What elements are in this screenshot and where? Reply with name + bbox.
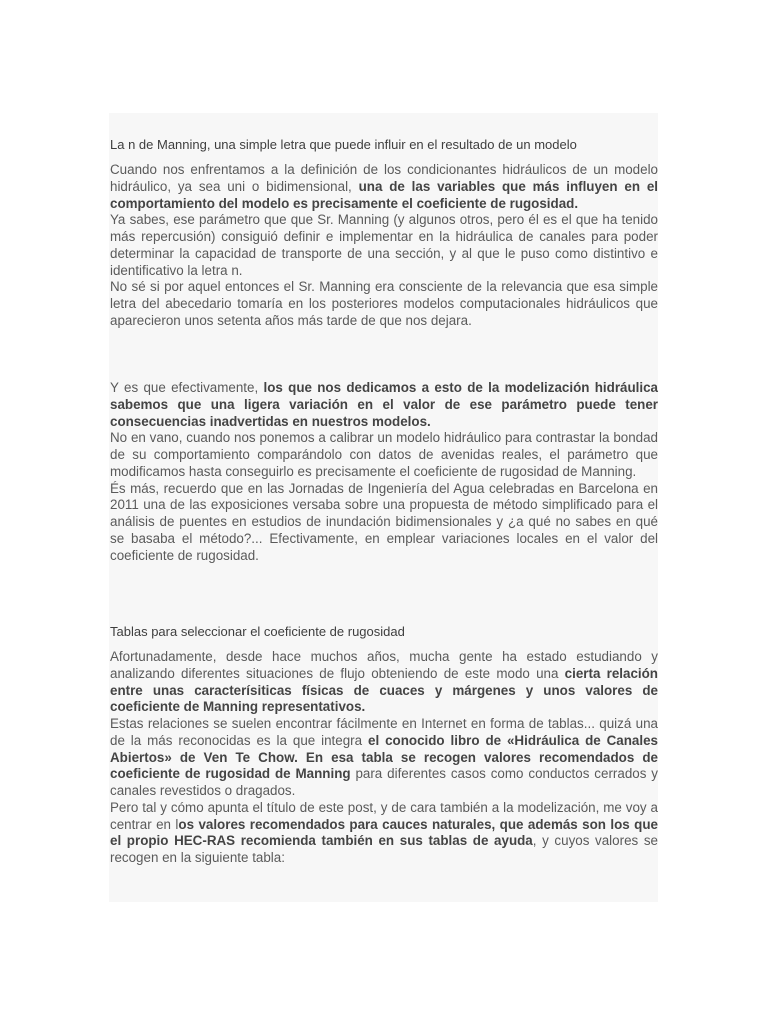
paragraph-8-text-end: para diferentes casos como conductos cerrados y canales revestidos o dragados. <box>110 766 658 798</box>
paragraph-7-text: Afortunadamente, desde hace muchos años, mucha gente ha estado estudiando y analizando diferentes situaciones de flujo obteniendo de este modo una <box>110 649 658 681</box>
section-heading-tables: Tablas para seleccionar el coeficiente de rugosidad <box>110 624 405 639</box>
paragraph-7 <box>110 649 658 716</box>
paragraph-1-text: Cuando nos enfrentamos a la definición de los condicionantes hidráulicos de un modelo hidráulico, ya sea uni o bidimensional, <box>110 162 658 194</box>
paragraph-5: No en vano, cuando nos ponemos a calibrar un modelo hidráulico para contrastar la bondad de su comportamiento comparándolo con datos de avenidas reales, el parámetro que modificamos hasta conseguirlo es precisamente el coeficiente de rugosidad de Manning. <box>110 430 658 479</box>
paragraph-block-calibration <box>110 380 658 564</box>
section-heading-manning: La n de Manning, una simple letra que puede influir en el resultado de un modelo <box>110 137 577 152</box>
paragraph-9 <box>110 800 658 867</box>
paragraph-6: És más, recuerdo que en las Jornadas de Ingeniería del Agua celebradas en Barcelona en 2011 una de las exposiciones versaba sobre una propuesta de método simplificado para el análisis de puentes en estudios de inundación bidimensionales y ¿a qué no sabes en qué se basaba el método?... Efectivamente, en emplear variaciones locales en el valor del coeficiente de rugosidad. <box>110 480 658 563</box>
paragraph-8-text: Estas relaciones se suelen encontrar fácilmente en Internet en forma de tablas... quizá una de la más reconocidas es la que integra <box>110 716 658 748</box>
paragraph-8-bold: el conocido libro de «Hidráulica de Canales Abiertos» de Ven Te Chow. En esa tabla se recogen valores recomendados de coeficiente de rugosidad de Manning <box>110 732 658 782</box>
paragraph-4 <box>110 380 658 430</box>
paragraph-4-bold: los que nos dedicamos a esto de la modelización hidráulica sabemos que una ligera variación en el valor de ese parámetro puede tener consecuencias inadvertidas en nuestros modelos. <box>110 380 658 429</box>
paragraph-9-bold: os valores recomendados para cauces naturales, que además son los que el propio HEC-RAS recomienda también en sus tablas de ayuda <box>110 816 658 849</box>
paragraph-1-bold: una de las variables que más influyen en el comportamiento del modelo es precisamente el coeficiente de rugosidad. <box>110 178 658 211</box>
paragraph-8 <box>110 716 658 800</box>
paragraph-3: No sé si por aquel entonces el Sr. Manning era consciente de la relevancia que esa simple letra del abecedario tomaría en los posteriores modelos computacionales hidráulicos que aparecieron unos setenta años más tarde de que nos dejara. <box>110 279 658 328</box>
paragraph-block-intro <box>110 162 658 330</box>
paragraph-block-tables <box>110 649 658 867</box>
paragraph-1 <box>110 162 658 212</box>
paragraph-2: Ya sabes, ese parámetro que que Sr. Manning (y algunos otros, pero él es el que ha tenido más repercusión) consiguió definir e implementar en la hidráulica de canales para poder determinar la capacidad de transporte de una sección, y al que le puso como distintivo e identificativo la letra n. <box>110 212 658 278</box>
paragraph-7-bold: cierta relación entre unas caracterísiticas físicas de cuaces y márgenes y unos valores de coeficiente de Manning representativos. <box>110 665 658 715</box>
paragraph-9-text-end: , y cuyos valores se recogen en la siguiente tabla: <box>110 833 658 865</box>
paragraph-4-text: Y es que efectivamente, <box>110 380 264 395</box>
article-body <box>109 113 658 902</box>
paragraph-9-text: Pero tal y cómo apunta el título de este post, y de cara también a la modelización, me voy a centrar en l <box>110 799 658 832</box>
